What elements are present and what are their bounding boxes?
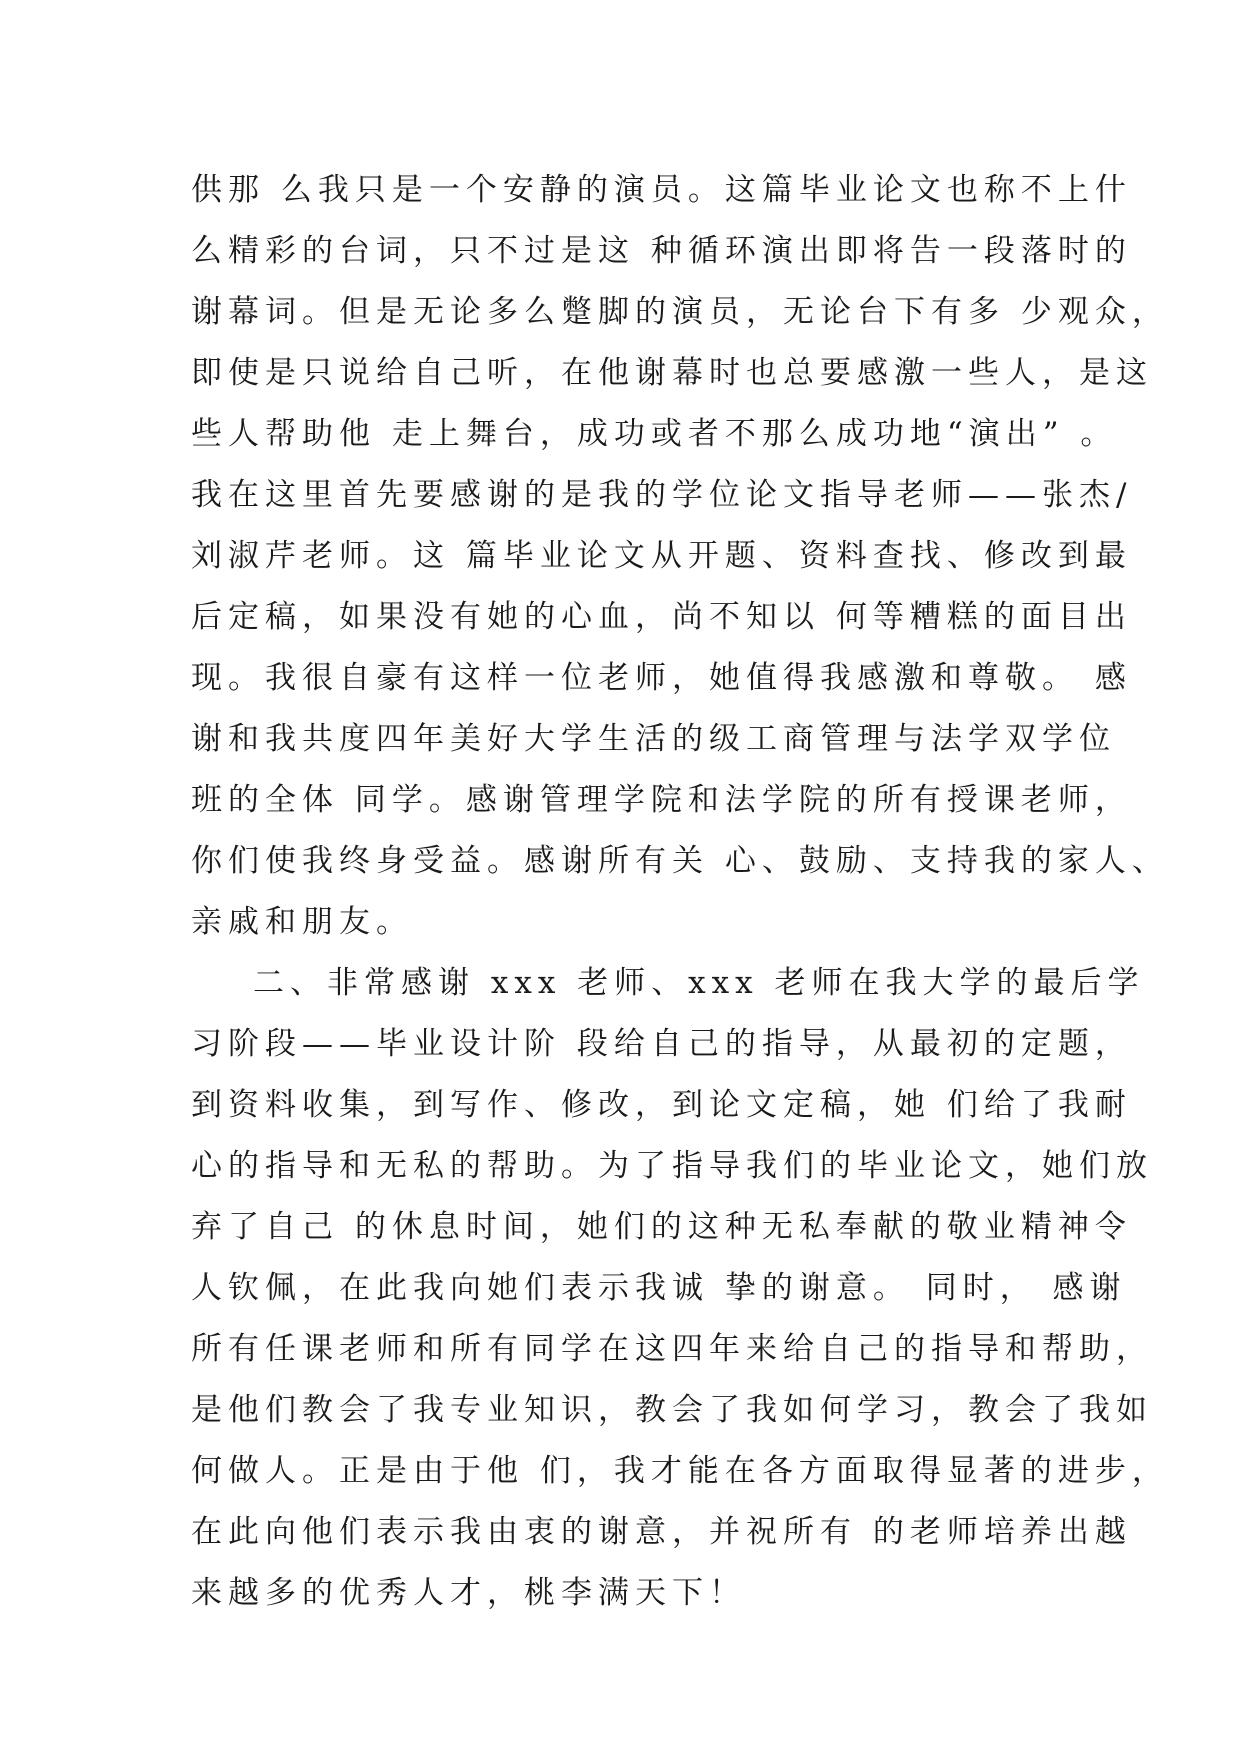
text-line: 谢和我共度四年美好大学生活的级工商管理与法学双学位 xyxy=(191,721,1116,757)
text-line: 么精彩的台词，只不过是这 种循环演出即将告一段落时的 xyxy=(191,233,1132,269)
text-line: 刘淑芹老师。这 篇毕业论文从开题、资料查找、修改到最 xyxy=(191,538,1132,574)
text-line: 是他们教会了我专业知识，教会了我如何学习，教会了我如 xyxy=(191,1392,1153,1428)
text-line: 现。我很自豪有这样一位老师，她值得我感激和尊敬。 感 xyxy=(191,660,1132,696)
text-line: 我在这里首先要感谢的是我的学位论文指导老师——张杰/ xyxy=(191,477,1133,513)
paragraph-start-line: 二、非常感谢 xxx 老师、xxx 老师在我大学的最后学 xyxy=(253,965,1145,1001)
text-line: 亲戚和朋友。 xyxy=(191,904,413,940)
text-line: 人钦佩，在此我向她们表示我诚 挚的谢意。 同时， 感谢 xyxy=(191,1270,1127,1306)
text-line: 谢幕词。但是无论多么蹩脚的演员，无论台下有多 少观众， xyxy=(191,294,1169,330)
text-line: 所有任课老师和所有同学在这四年来给自己的指导和帮助， xyxy=(191,1331,1153,1367)
text-line: 供那 么我只是一个安静的演员。这篇毕业论文也称不上什 xyxy=(191,172,1132,208)
text-line: 后定稿，如果没有她的心血，尚不知以 何等糟糕的面目出 xyxy=(191,599,1132,635)
text-line: 即使是只说给自己听，在他谢幕时也总要感激一些人，是这 xyxy=(191,355,1153,391)
text-line: 习阶段——毕业设计阶 段给自己的指导，从最初的定题， xyxy=(191,1026,1132,1062)
text-line: 些人帮助他 走上舞台，成功或者不那么成功地“演出” 。 xyxy=(191,416,1118,452)
text-line: 来越多的优秀人才，桃李满天下！ xyxy=(191,1575,746,1611)
text-line: 弃了自己 的休息时间，她们的这种无私奉献的敬业精神令 xyxy=(191,1209,1132,1245)
text-line: 在此向他们表示我由衷的谢意，并祝所有 的老师培养出越 xyxy=(191,1514,1132,1550)
text-line: 心的指导和无私的帮助。为了指导我们的毕业论文，她们放 xyxy=(191,1148,1153,1184)
text-line: 何做人。正是由于他 们，我才能在各方面取得显著的进步， xyxy=(191,1453,1169,1489)
text-line: 班的全体 同学。感谢管理学院和法学院的所有授课老师， xyxy=(191,782,1132,818)
body-text xyxy=(191,160,1169,1624)
text-line: 到资料收集，到写作、修改，到论文定稿，她 们给了我耐 xyxy=(191,1087,1132,1123)
text-line: 你们使我终身受益。感谢所有关 心、鼓励、支持我的家人、 xyxy=(191,843,1169,879)
